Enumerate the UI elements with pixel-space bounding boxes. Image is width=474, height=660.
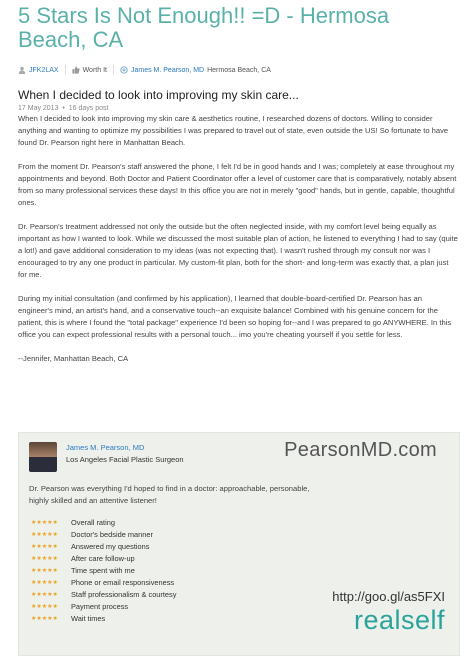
doctor-link[interactable]: James M. Pearson, MD — [130, 66, 205, 74]
rating-row — [31, 540, 231, 552]
rating-label: Payment process — [71, 601, 129, 611]
rating-label: Overall rating — [71, 517, 115, 527]
doctor-name-link[interactable]: James M. Pearson, MD — [66, 443, 145, 452]
rating-label: After care follow-up — [71, 553, 135, 563]
author-link[interactable]: JFK2LAX — [29, 66, 59, 74]
star-rating-icon: ★★★★★ — [31, 591, 58, 598]
star-rating-icon: ★★★★★ — [31, 555, 58, 562]
rating-row — [31, 576, 231, 588]
post-date — [18, 105, 458, 112]
short-url-link[interactable]: http://goo.gl/as5FXI — [332, 589, 445, 604]
rating-label: Doctor's bedside manner — [71, 529, 153, 539]
ratings-list — [31, 516, 231, 624]
rating-row — [31, 600, 231, 612]
post-title: When I decided to look into improving my skin care... — [18, 88, 299, 102]
worth-it-label: Worth It — [82, 66, 107, 74]
paragraph: During my initial consultation (and confirmed by his application), I learned that double-board-certified Dr. Pearson has an engineer's mind, an artist's hand, and a conservative touch--an exquisite balance! Combined with his genuine concern for the patient, this is where I found the "total package" experience I'd been so hoping for--and I was prepared to go ANYWHERE. In this office you can expect professional results with a personal touch... imo you're cheating yourself if you settle for less. — [18, 294, 452, 339]
doctor-icon — [120, 66, 128, 74]
pearsonmd-logo: PearsonMD.com — [284, 439, 437, 461]
star-rating-icon: ★★★★★ — [31, 603, 58, 610]
rating-row — [31, 588, 231, 600]
star-rating-icon: ★★★★★ — [31, 531, 58, 538]
user-icon — [18, 66, 26, 74]
doctor-role: Los Angeles Facial Plastic Surgeon — [66, 455, 184, 464]
rating-row — [31, 612, 231, 624]
date-text: 17 May 2013 — [18, 105, 59, 112]
rating-label: Phone or email responsiveness — [71, 577, 175, 587]
paragraph: When I decided to look into improving my skin care & aesthetics routine, I researched dozens of doctors. Willing to consider anything and wanting to optimize my possibilities I was prepared to travel out of state, even outside the US! So fortunate to have found Dr. Pearson right here in Manhattan Beach. — [18, 114, 449, 147]
rating-row — [31, 528, 231, 540]
bullet: • — [60, 105, 69, 112]
page-title: 5 Stars Is Not Enough!! =D - Hermosa Beach, CA — [18, 3, 390, 52]
divider — [65, 65, 66, 75]
paragraph: From the moment Dr. Pearson's staff answered the phone, I felt I'd be in good hands and I was; completely at ease throughout my appointments and beyond. Both Doctor and Patient Coordinator offer a level of customer care that is comparatively, notably absent from so many professional services these days! In this office you are not in merely "good" hands, but in gentle, capable, thoughtful ones. — [18, 162, 457, 207]
review-summary: Dr. Pearson was everything I'd hoped to find in a doctor: approachable, personable, highly skilled and an attentive listener! — [29, 484, 310, 505]
star-rating-icon: ★★★★★ — [31, 615, 58, 622]
rating-label: Time spent with me — [71, 565, 135, 575]
signature: --Jennifer, Manhattan Beach, CA — [18, 354, 129, 363]
divider — [113, 65, 114, 75]
rating-row — [31, 516, 231, 528]
rating-row — [31, 552, 231, 564]
star-rating-icon: ★★★★★ — [31, 579, 58, 586]
review-meta — [18, 64, 458, 76]
star-rating-icon: ★★★★★ — [31, 567, 58, 574]
rating-label: Staff professionalism & courtesy — [71, 589, 177, 599]
star-rating-icon: ★★★★★ — [31, 543, 58, 550]
paragraph: Dr. Pearson's treatment addressed not only the outside but the often neglected inside, with my comfort level being equally as important as how I wanted to look. While we discussed the most suitable plan of action, he listened to everything I had to say (quite a lot!) and gave additional consideration to my ideas (was not expecting that). I wasn't rushed through my consult nor was I encouraged to try any one product in particular. My custom-fit plan, both for the short- and long-term was exactly that, a plan just for me. — [18, 222, 458, 279]
doctor-review-card — [18, 432, 460, 656]
days-post-text: 16 days post — [68, 105, 109, 112]
star-rating-icon: ★★★★★ — [31, 519, 58, 526]
location-text: Hermosa Beach, CA — [207, 66, 271, 74]
rating-row — [31, 564, 231, 576]
doctor-avatar — [29, 442, 57, 472]
rating-label: Wait times — [71, 613, 106, 623]
realself-logo: realself — [353, 605, 445, 635]
thumbs-up-icon — [72, 66, 80, 74]
rating-label: Answered my questions — [71, 541, 150, 551]
review-body — [18, 113, 458, 365]
